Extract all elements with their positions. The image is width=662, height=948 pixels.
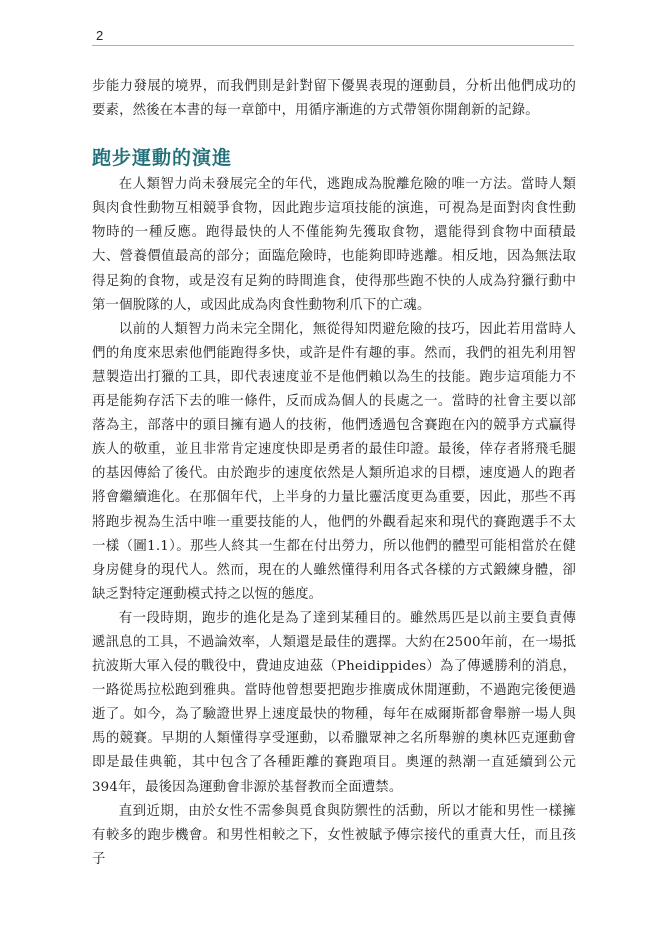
body-paragraph-2: 以前的人類智力尚未完全開化，無從得知閃避危險的技巧，因此若用當時人們的角度來思索他們能跑得多快，或許是件有趣的事。然而，我們的祖先利用智慧製造出打獵的工具，即代表速度並不是他們賴以為生的技能。跑步這項能力不再是能夠存活下去的唯一條件，反而成為個人的長處之一。當時的社會主要以部落為主，部落中的頭目擁有過人的技術，他們透過包含賽跑在內的競爭方式贏得族人的敬重，並且非常肯定速度快即是勇者的最佳印證。最後，倖存者將飛毛腿的基因傳給了後代。由於跑步的速度依然是人類所追求的目標，速度過人的跑者將會繼續進化。在那個年代，上半身的力量比靈活度更為重要，因此，那些不再將跑步視為生活中唯一重要技能的人，他們的外觀看起來和現代的賽跑選手不太一樣（圖1.1）。那些人終其一生都在付出勞力，所以他們的體型可能相當於在健身房健身的現代人。然而，現在的人雖然懂得利用各式各樣的方式鍛練身體，卻缺乏對特定運動模式持之以恆的態度。 [92, 321, 576, 602]
intro-paragraph: 步能力發展的境界，而我們則是針對留下優異表現的運動員，分析出他們成功的要素，然後在本書的每一章節中，用循序漸進的方式帶領你開創新的記錄。 [92, 79, 576, 119]
body-paragraph-4: 直到近期，由於女性不需參與覓食與防禦性的活動，所以才能和男性一樣擁有較多的跑步機會。和男性相較之下，女性被賦予傳宗接代的重責大任，而且孩子 [92, 803, 576, 867]
header-divider [92, 45, 574, 46]
page-body [92, 75, 576, 872]
page-number: 2 [96, 28, 104, 43]
body-paragraph-1: 在人類智力尚未發展完全的年代，逃跑成為脫離危險的唯一方法。當時人類與肉食性動物互相競爭食物，因此跑步這項技能的演進，可視為是面對肉食性動物時的一種反應。跑得最快的人不僅能夠先獲取食物，還能得到食物中面積最大、營養價值最高的部分；面臨危險時，也能夠即時逃離。相反地，因為無法取得足夠的食物，或是沒有足夠的時間進食，使得那些跑不快的人成為狩獵行動中第一個脫隊的人，或因此成為肉食性動物利爪下的亡魂。 [92, 177, 576, 313]
body-paragraph-3: 有一段時期，跑步的進化是為了達到某種目的。雖然馬匹是以前主要負責傳遞訊息的工具，不過論效率，人類還是最佳的選擇。大約在2500年前，在一場抵抗波斯大軍入侵的戰役中，費迪皮迪茲（Pheidippides）為了傳遞勝利的消息，一路從馬拉松跑到雅典。當時他曾想要把跑步推廣成休閒運動，不過跑完後便過逝了。如今，為了驗證世界上速度最快的物種，每年在威爾斯都會舉辦一場人與馬的競賽。早期的人類懂得享受運動，以希臘眾神之名所舉辦的奧林匹克運動會即是最佳典範，其中包含了各種距離的賽跑項目。奧運的熱潮一直延續到公元394年，最後因為運動會非源於基督教而全面遭禁。 [92, 610, 576, 795]
section-heading: 跑步運動的演進 [92, 147, 233, 170]
